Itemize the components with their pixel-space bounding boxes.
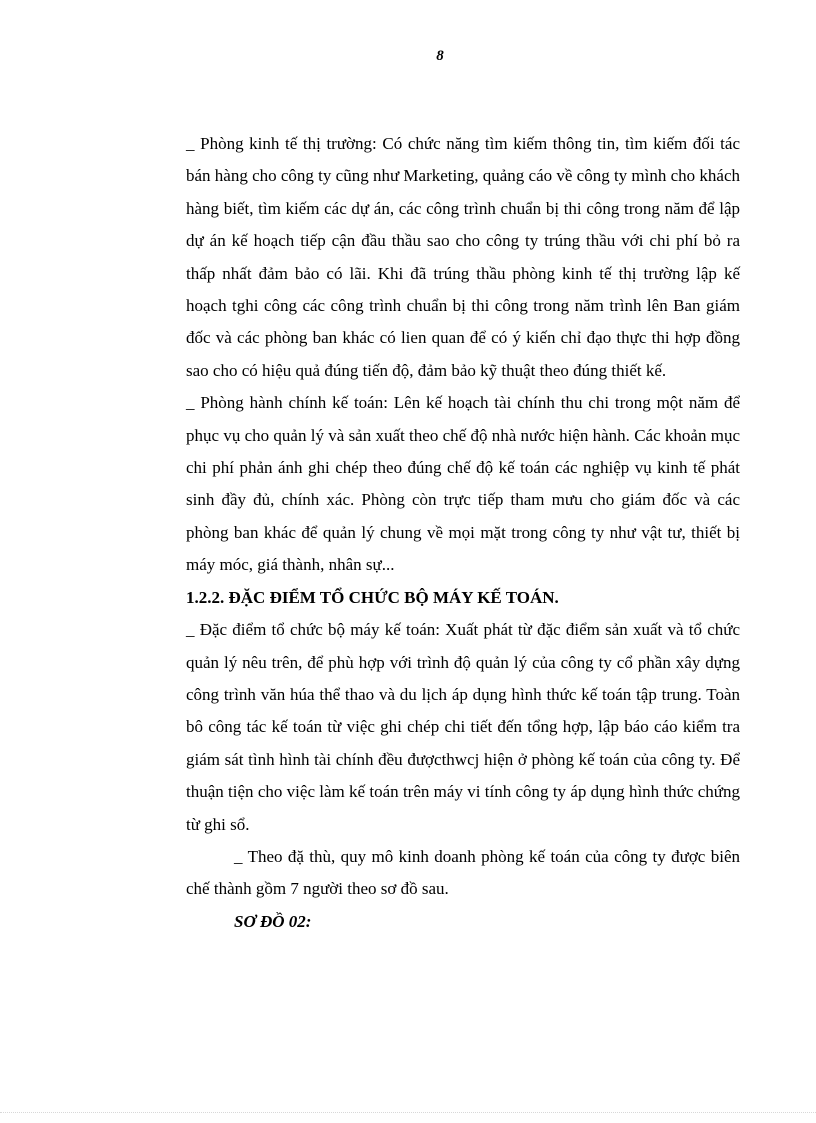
paragraph-accounting-organization: _ Đặc điểm tổ chức bộ máy kế toán: Xuất phát từ đặc điểm sản xuất và tổ chức quản lý nêu trên, để phù hợp với trình độ quản lý của công ty cổ phần xây dựng công trình văn húa thể thao và du lịch áp dụng hình thức kế toán tập trung. Toàn bô công tác kế toán từ việc ghi chép chi tiết đến tổng hợp, lập báo cáo kiểm tra giám sát tình hình tài chính đều đượcthwcj hiện ở phòng kế toán của công ty. Để thuận tiện cho việc làm kế toán trên máy vi tính công ty áp dụng hình thức chứng từ ghi sổ. bbox=[186, 620, 740, 834]
document-body bbox=[186, 128, 740, 938]
paragraph-market-department: _ Phòng kinh tế thị trường: Có chức năng tìm kiếm thông tin, tìm kiếm đối tác bán hàng cho công ty cũng như Marketing, quảng cáo về công ty mình cho khách hàng biết, tìm kiếm các dự án, các công trình chuẩn bị thi công trong năm để lập dự án kế hoạch tiếp cận đầu thầu sao cho công ty trúng thầu với chi phí bỏ ra thấp nhất đảm bảo có lãi. Khi đã trúng thầu phòng kinh tế thị trường lập kế hoạch tghi công các công trình chuẩn bị thi công trong năm trình lên Ban giám đốc và các phòng ban khác có lien quan để có ý kiến chỉ đạo thực thi hợp đồng sao cho có hiệu quả đúng tiến độ, đảm bảo kỹ thuật theo đúng thiết kế. bbox=[186, 134, 741, 380]
section-heading: 1.2.2. ĐẶC ĐIỂM TỔ CHỨC BỘ MÁY KẾ TOÁN. bbox=[186, 587, 559, 607]
page-bottom-divider bbox=[0, 1112, 816, 1113]
paragraph-staffing: _ Theo đặ thù, quy mô kinh doanh phòng kế toán của công ty được biên chế thành gồm 7 người theo sơ đồ sau. bbox=[186, 846, 740, 899]
page-number: 8 bbox=[436, 48, 444, 64]
paragraph-accounting-department: _ Phòng hành chính kế toán: Lên kế hoạch tài chính thu chi trong một năm để phục vụ cho quản lý và sản xuất theo chế độ nhà nước hiện hành. Các khoản mục chi phí phản ánh ghi chép theo đúng chế độ kế toán các nghiệp vụ kinh tế phát sinh đầy đủ, chính xác. Phòng còn trực tiếp tham mưu cho giám đốc và các phòng ban khác để quản lý chung về mọi mặt trong công ty như vật tư, thiết bị máy móc, giá thành, nhân sự... bbox=[186, 393, 740, 575]
diagram-label: SƠ ĐỒ 02: bbox=[234, 911, 312, 931]
